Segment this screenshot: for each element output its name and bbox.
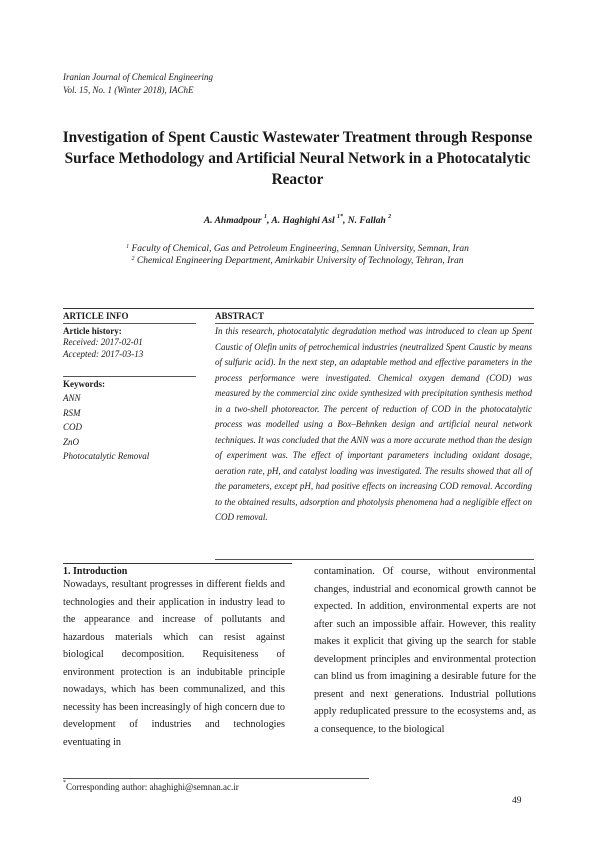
footnote-rule <box>63 778 369 779</box>
author-affil-mark: 1* <box>337 214 344 220</box>
section-heading: 1. Introduction <box>63 566 128 577</box>
article-history <box>63 326 143 360</box>
affiliation-text: Chemical Engineering Department, Amirkabir University of Technology, Tehran, Iran <box>136 256 464 266</box>
page-number: 49 <box>512 796 522 806</box>
body-column-left: Nowadays, resultant progresses in different fields and technologies and their application in industry lead to the appearance and increase of pollutants and hazardous materials which can resist against biological decomposition. Requisiteness of environment protection is an indubitable principle nowadays, which has been communalized, and this necessity has been increasingly of high concern due to development of industries and technologies eventuating in <box>63 579 285 748</box>
affiliation-mark: 1 <box>126 244 130 250</box>
history-rule <box>63 376 196 377</box>
footnote-text: Corresponding author: ahaghighi@semnan.ac.ir <box>66 782 239 792</box>
accepted-date: Accepted: 2017-03-13 <box>63 349 144 359</box>
keyword: RSM <box>63 407 81 418</box>
author-name: A. Haghighi Asl <box>271 216 335 226</box>
abstract-text: In this research, photocatalytic degradation method was introduced to clean up Spent Caustic of Olefin units of petrochemical industries (neutralized Spent Caustic by means of sulfuric acid). In the next step, an adaptable method and effective parameters in the process performance were investigated. Chemical oxygen demand (COD) was measured by the commercial zinc oxide synthesized with precipitation synthesis method in a two-shell photoreactor. The percent of reduction of COD in the photocatalytic process was modelled using a Box–Behnken design and artificial neural network techniques. It was concluded that the ANN was a more accurate method than the design of experiment was. The effect of important parameters including oxidant dosage, aeration rate, pH, and catalyst loading was investigated. The results showed that all of the parameters, except pH, had positive effects on increasing COD removal. According to the obtained results, adsorption and photolysis phenomena had a negligible effect on COD removal. <box>215 326 532 522</box>
footnote-mark: * <box>63 780 66 786</box>
affiliations <box>40 243 555 267</box>
paper-title: Investigation of Spent Caustic Wastewater Treatment through Response Surface Methodology and Artificial Neural Network in a Photocatalytic Reactor <box>62 129 533 188</box>
affiliation-line <box>40 243 555 255</box>
journal-header <box>63 71 213 97</box>
affiliation-text: Faculty of Chemical, Gas and Petroleum Engineering, Semnan University, Semnan, Iran <box>131 244 469 254</box>
keyword: ZnO <box>63 436 80 447</box>
bottom-rule-left <box>63 563 292 564</box>
info-head-rule <box>63 323 196 324</box>
received-date: Received: 2017-02-01 <box>63 337 143 347</box>
author-list: A. Ahmadpour $^1$, A. Haghighi Asl $^{1*}$, N. Fallah $^2$ <box>203 214 392 226</box>
history-label: Article history: <box>63 326 122 336</box>
body-column-right: contamination. Of course, without environmental changes, industrial and economical growth cannot be expected. In addition, environmental experts are not after such an impossible affair. However, this reality makes it explicit that giving up the search for stable development principles and environmental protection can blind us from imagining a desirable future for the present and next generations. Industrial pollutions apply reduplicated pressure to the ecosystems and, as a consequence, to the biological <box>314 566 536 735</box>
affiliation-line <box>40 255 555 267</box>
keywords-label: Keywords: <box>63 379 105 389</box>
keyword: ANN <box>63 393 81 403</box>
author-affil-mark: 1 <box>263 214 267 220</box>
abstract-heading: ABSTRACT <box>215 311 265 321</box>
abstract-bottom-rule <box>215 559 534 560</box>
author-affil-mark: 2 <box>388 214 392 220</box>
author-name: N. Fallah <box>347 216 386 226</box>
keyword: Photocatalytic Removal <box>63 451 150 461</box>
footnote <box>63 782 239 792</box>
journal-name: Iranian Journal of Chemical Engineering <box>63 72 213 82</box>
keyword: COD <box>63 422 83 432</box>
author-name: A. Ahmadpour <box>203 216 262 226</box>
keywords-block <box>63 379 149 464</box>
top-rule <box>63 308 534 309</box>
affiliation-mark: 2 <box>131 256 135 262</box>
journal-volume: Vol. 15, No. 1 (Winter 2018), IAChE <box>63 85 194 95</box>
article-info-heading: ARTICLE INFO <box>63 311 129 321</box>
